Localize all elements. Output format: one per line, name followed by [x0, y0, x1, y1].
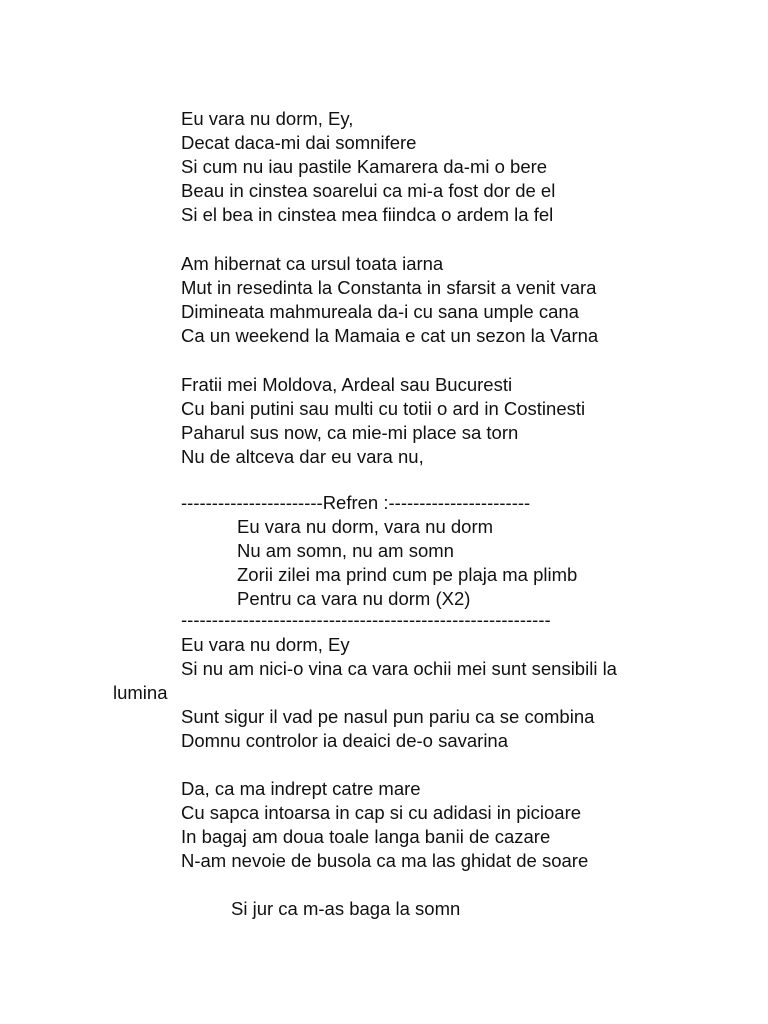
lyric-line: Domnu controlor ia deaici de-o savarina — [181, 730, 509, 751]
lyric-line: Cu bani putini sau multi cu totii o ard in Costinesti — [181, 398, 586, 419]
lyric-line: Am hibernat ca ursul toata iarna — [181, 253, 444, 274]
lyric-line: Dimineata mahmureala da-i cu sana umple cana — [181, 301, 579, 322]
lyric-line: Da, ca ma indrept catre mare — [181, 778, 421, 799]
refrain-line: Eu vara nu dorm, vara nu dorm — [237, 516, 494, 537]
lyric-line: Fratii mei Moldova, Ardeal sau Bucuresti — [181, 374, 513, 395]
refrain-line: Zorii zilei ma prind cum pe plaja ma plimb — [237, 564, 578, 585]
lyric-line: Eu vara nu dorm, Ey — [181, 634, 350, 655]
lyric-line: N-am nevoie de busola ca ma las ghidat de soare — [181, 850, 589, 871]
lyric-line: Eu vara nu dorm, Ey, — [181, 108, 354, 129]
lyric-line: Cu sapca intoarsa in cap si cu adidasi in picioare — [181, 802, 582, 823]
lyric-line: Nu de altceva dar eu vara nu, — [181, 446, 424, 467]
lyric-line: Si cum nu iau pastile Kamarera da-mi o bere — [181, 156, 548, 177]
refrain-footer: ------------------------------------------------------------ — [181, 609, 551, 630]
lyric-line-wrap: lumina — [113, 682, 168, 703]
closing-line: Si jur ca m-as baga la somn — [231, 898, 461, 919]
refrain-header: -----------------------Refren :----------------------- — [181, 492, 531, 513]
refrain-line: Pentru ca vara nu dorm (X2) — [237, 588, 471, 609]
lyric-line: Beau in cinstea soarelui ca mi-a fost dor de el — [181, 180, 556, 201]
lyric-line: Mut in resedinta la Constanta in sfarsit a venit vara — [181, 277, 597, 298]
lyric-line: Si nu am nici-o vina ca vara ochii mei sunt sensibili la — [181, 658, 617, 679]
refrain-line: Nu am somn, nu am somn — [237, 540, 454, 561]
lyric-line: Sunt sigur il vad pe nasul pun pariu ca se combina — [181, 706, 595, 727]
lyric-line: Paharul sus now, ca mie-mi place sa torn — [181, 422, 519, 443]
lyric-line: Si el bea in cinstea mea fiindca o ardem la fel — [181, 204, 554, 225]
lyric-line: Ca un weekend la Mamaia e cat un sezon la Varna — [181, 325, 599, 346]
lyric-line: In bagaj am doua toale langa banii de cazare — [181, 826, 551, 847]
lyric-line: Decat daca-mi dai somnifere — [181, 132, 417, 153]
